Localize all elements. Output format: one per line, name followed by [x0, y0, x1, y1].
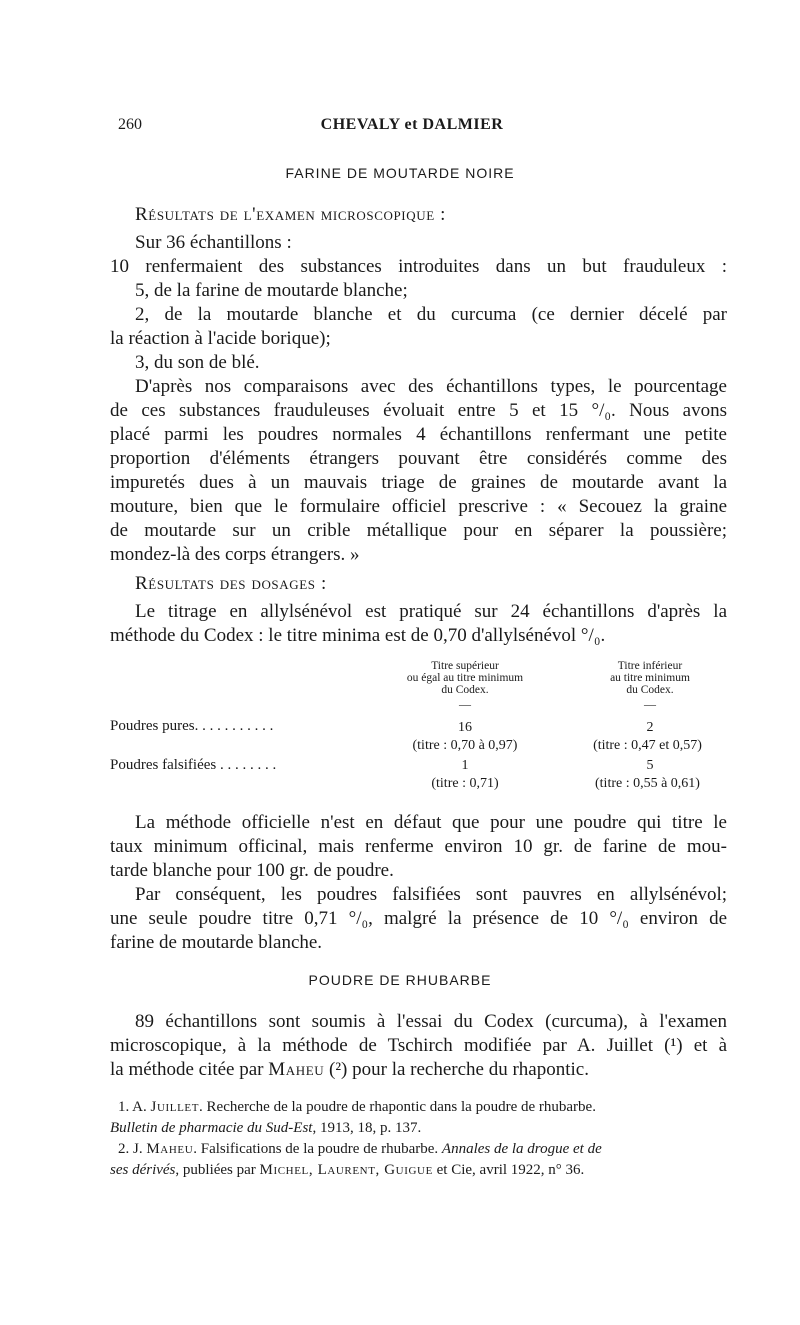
- body-line: 89 échantillons sont soumis à l'essai du Codex (curcuma), à l'examen: [135, 1011, 727, 1032]
- body-line: mondez-là des corps étrangers. »: [110, 544, 360, 565]
- body-line: proportion d'éléments étrangers pouvant être considérés comme des: [110, 448, 727, 469]
- page-number: 260: [118, 116, 142, 133]
- column-dash-2: —: [644, 697, 656, 711]
- body-line: Par conséquent, les poudres falsifiées sont pauvres en allylsénévol;: [135, 884, 727, 905]
- footnote-1: 1. A. Juillet. Recherche de la poudre de rhapontic dans la poudre de rhubarbe.: [118, 1099, 596, 1115]
- body-line: Sur 36 échantillons :: [135, 232, 292, 253]
- cell-pures-sup: 16: [458, 720, 472, 735]
- cell-pures-sup-titre: (titre : 0,70 à 0,97): [412, 738, 518, 753]
- subhead-dosages: Résultats des dosages :: [135, 573, 327, 594]
- section-title-moutarde: FARINE DE MOUTARDE NOIRE: [285, 165, 515, 181]
- column-header-2: Titre inférieur au titre minimum du Codex.: [610, 660, 690, 696]
- body-line: impuretés dues à un mauvais triage de graines de moutarde avant la: [110, 472, 727, 493]
- cell-falsifiees-sup-titre: (titre : 0,71): [431, 776, 499, 791]
- body-line: la réaction à l'acide borique);: [110, 328, 331, 349]
- body-line: méthode du Codex : le titre minima est de 0,70 d'allylsénévol °/₀.: [110, 625, 606, 646]
- body-line: La méthode officielle n'est en défaut que pour une poudre qui titre le: [135, 812, 727, 833]
- body-line: tarde blanche pour 100 gr. de poudre.: [110, 860, 394, 881]
- footnote-1-cont: Bulletin de pharmacie du Sud-Est, 1913, 18, p. 137.: [110, 1120, 422, 1136]
- body-line: placé parmi les poudres normales 4 échantillons renfermant une petite: [110, 424, 727, 445]
- cell-falsifiees-inf: 5: [646, 758, 654, 773]
- body-line: mouture, bien que le formulaire officiel prescrive : « Secouez la graine: [110, 496, 727, 517]
- cell-pures-inf-titre: (titre : 0,47 et 0,57): [593, 738, 702, 753]
- column-dash-1: —: [459, 697, 471, 711]
- body-line: 10 renfermaient des substances introduites dans un but frauduleux :: [110, 256, 727, 277]
- body-line: 2, de la moutarde blanche et du curcuma (ce dernier décelé par: [135, 304, 727, 325]
- cell-falsifiees-sup: 1: [461, 758, 469, 773]
- row-label-falsifiees: Poudres falsifiées . . . . . . . .: [110, 757, 277, 773]
- cell-pures-inf: 2: [646, 720, 654, 735]
- body-line: de moutarde sur un crible métallique pour en séparer la poussière;: [110, 520, 727, 541]
- running-title: CHEVALY et DALMIER: [320, 116, 504, 133]
- section-title-rhubarbe: POUDRE DE RHUBARBE: [308, 972, 492, 988]
- cell-falsifiees-inf-titre: (titre : 0,55 à 0,61): [595, 776, 700, 791]
- body-line: microscopique, à la méthode de Tschirch modifiée par A. Juillet (¹) et à: [110, 1035, 727, 1056]
- body-line: 5, de la farine de moutarde blanche;: [135, 280, 408, 301]
- footnote-2: 2. J. Maheu. Falsifications de la poudre de rhubarbe. Annales de la drogue et de: [118, 1141, 602, 1157]
- body-line: une seule poudre titre 0,71 °/₀, malgré la présence de 10 °/₀ environ de: [110, 908, 727, 929]
- body-line: Le titrage en allylsénévol est pratiqué sur 24 échantillons d'après la: [135, 601, 727, 622]
- footnote-2-cont: ses dérivés, publiées par Michel, Laurent, Guigue et Cie, avril 1922, n° 36.: [110, 1162, 585, 1178]
- row-label-pures: Poudres pures. . . . . . . . . . .: [110, 718, 274, 734]
- body-line: farine de moutarde blanche.: [110, 932, 323, 953]
- body-line: D'après nos comparaisons avec des échantillons types, le pourcentage: [135, 376, 727, 397]
- body-line: de ces substances frauduleuses évoluait entre 5 et 15 °/₀. Nous avons: [110, 400, 727, 421]
- subhead-microscopic: Résultats de l'examen microscopique :: [135, 204, 446, 225]
- body-line: 3, du son de blé.: [135, 352, 260, 373]
- body-line: taux minimum officinal, mais renferme environ 10 gr. de farine de mou-: [110, 836, 727, 857]
- column-header-1: Titre supérieur ou égal au titre minimum du Codex.: [406, 660, 524, 696]
- body-line: la méthode citée par Maheu (²) pour la recherche du rhapontic.: [110, 1059, 589, 1080]
